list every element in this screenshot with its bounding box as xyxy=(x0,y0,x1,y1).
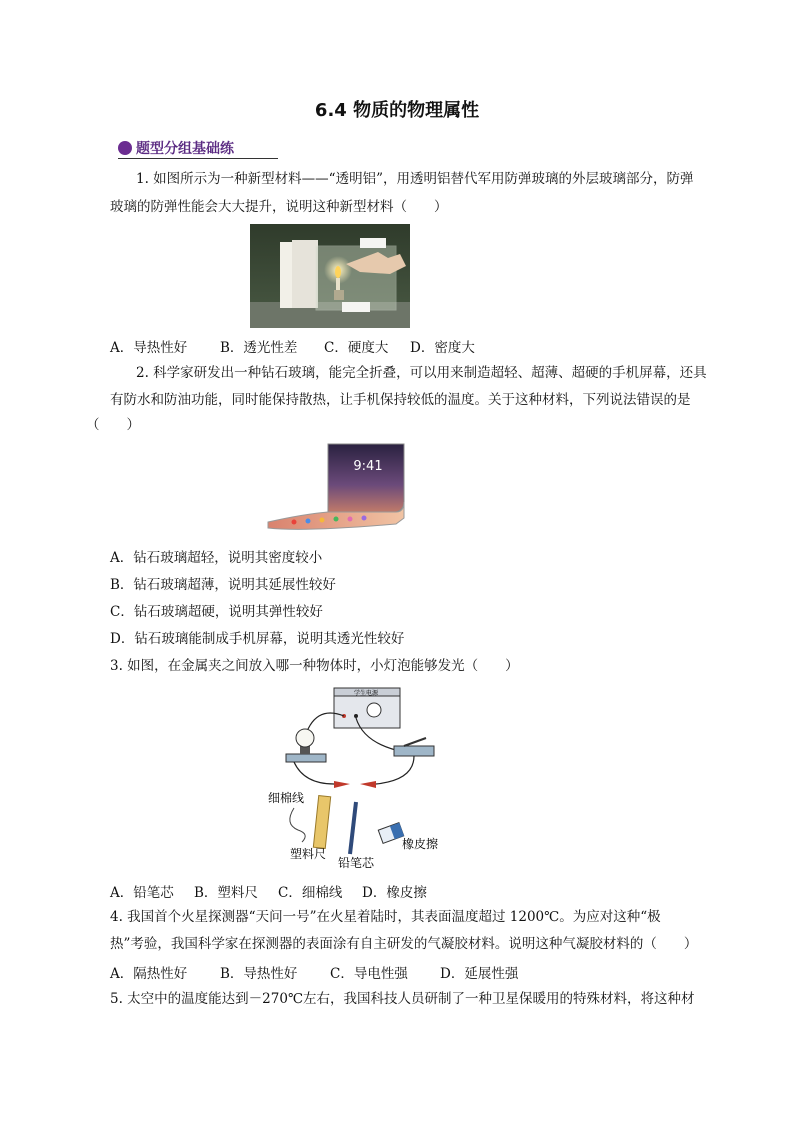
q2-line-2: 有防水和防油功能，同时能保持散热，让手机保持较低的温度。关于这种材料，下列说法错误的是 xyxy=(110,392,691,408)
q4-option-a[interactable]: A．隔热性好 xyxy=(110,966,188,982)
q3-options xyxy=(110,881,427,901)
q2-option-d[interactable]: D．钻石玻璃能制成手机屏幕，说明其透光性较好 xyxy=(110,631,405,647)
q4-line-1: 4. 我国首个火星探测器“天问一号”在火星着陆时，其表面温度超过 1200℃。为应对这种“极 xyxy=(110,909,661,925)
q1-line-1: 1. 如图所示为一种新型材料——“透明铝”，用透明铝替代军用防弹玻璃的外层玻璃部分，防弹 xyxy=(136,171,694,187)
section-label: 题型分组基础练 xyxy=(136,141,234,157)
q4-option-c[interactable]: C．导电性强 xyxy=(330,966,408,982)
q4-line-2: 热”考验，我国科学家在探测器的表面涂有自主研发的气凝胶材料。说明这种气凝胶材料的（ ） xyxy=(110,936,698,952)
eraser-label: 橡皮擦 xyxy=(402,837,439,851)
lead-label: 铅笔芯 xyxy=(338,856,375,870)
phone-time-text: 9:41 xyxy=(353,459,383,474)
power-supply-label: 学生电源 xyxy=(354,690,379,697)
q2-option-b[interactable]: B．钻石玻璃超薄，说明其延展性较好 xyxy=(110,577,336,593)
q2-line-3: （ ） xyxy=(86,417,140,433)
q1-options xyxy=(110,336,475,356)
q2-option-a[interactable]: A．钻石玻璃超轻，说明其密度较小 xyxy=(110,550,323,566)
q4-option-b[interactable]: B．导热性好 xyxy=(220,966,298,982)
q1-option-a[interactable]: A．导热性好 xyxy=(110,340,188,356)
section-header xyxy=(118,138,278,159)
q3-circuit-diagram xyxy=(264,684,454,870)
q4-options xyxy=(110,962,518,982)
q2-folding-phone-image xyxy=(264,440,412,536)
q2-option-c[interactable]: C．钻石玻璃超硬，说明其弹性较好 xyxy=(110,604,323,620)
q3-option-a[interactable]: A．铅笔芯 xyxy=(110,885,174,901)
q4-option-d[interactable]: D．延展性强 xyxy=(440,966,519,982)
q1-option-b[interactable]: B．透光性差 xyxy=(220,340,298,356)
q1-option-d[interactable]: D．密度大 xyxy=(410,340,475,356)
q3-option-c[interactable]: C．细棉线 xyxy=(278,885,343,901)
q1-line-2: 玻璃的防弹性能会大大提升，说明这种新型材料（ ） xyxy=(110,199,448,215)
q1-transparent-aluminum-photo xyxy=(250,224,410,328)
thread-label: 细棉线 xyxy=(268,791,305,805)
q3-option-b[interactable]: B．塑料尺 xyxy=(194,885,258,901)
q3-line-1: 3. 如图，在金属夹之间放入哪一种物体时，小灯泡能够发光（ ） xyxy=(110,658,519,674)
q5-line-1: 5. 太空中的温度能达到－270℃左右，我国科技人员研制了一种卫星保暖用的特殊材料，将这种材 xyxy=(110,991,695,1007)
page-title: 6.4 物质的物理属性 xyxy=(314,100,480,121)
ruler-label: 塑料尺 xyxy=(290,847,327,861)
q3-option-d[interactable]: D．橡皮擦 xyxy=(362,885,427,901)
section-bullet-icon xyxy=(118,141,132,155)
q1-option-c[interactable]: C．硬度大 xyxy=(324,340,389,356)
q2-line-1: 2. 科学家研发出一种钻石玻璃，能完全折叠，可以用来制造超轻、超薄、超硬的手机屏幕，还具 xyxy=(136,365,707,381)
